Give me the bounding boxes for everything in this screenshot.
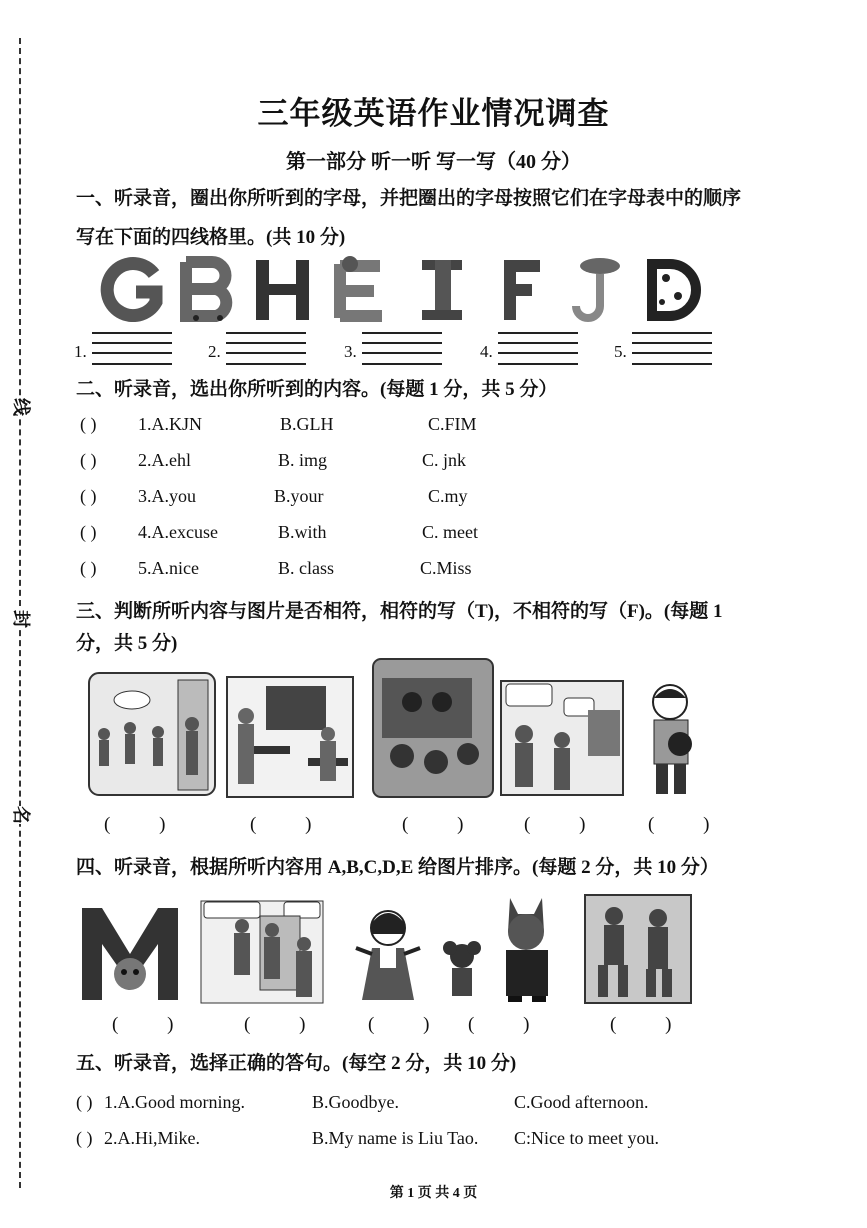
answer-bracket-3-3[interactable]: ( ) (402, 814, 486, 835)
option-b: B.with (278, 522, 327, 542)
section2-instruction: 二、听录音，选出你所听到的内容。(每题 1 分，共 5 分） (76, 379, 558, 400)
option-c: C. meet (422, 522, 478, 542)
picture-3-2 (226, 676, 354, 798)
section1-instruction-line2: 写在下面的四线格里。(共 10 分) (76, 227, 346, 248)
part1-heading: 第一部分 听一听 写一写（40 分） (286, 151, 581, 173)
answer-bracket-4-1[interactable]: ( ) (112, 1014, 196, 1035)
page-footer: 第 1 页 共 4 页 (389, 1186, 478, 1201)
answer-bracket-4-3[interactable]: ( ) (368, 1014, 452, 1035)
option-c: C.Miss (420, 558, 472, 578)
option-b: B.My name is Liu Tao. (312, 1128, 479, 1148)
writing-grid-number: 4. (480, 342, 493, 361)
letter-j-picture (562, 256, 632, 322)
picture-4-1 (74, 900, 186, 1004)
answer-paren[interactable]: ( ) (76, 1092, 93, 1112)
option-c: C:Nice to meet you. (514, 1128, 659, 1148)
section2-question-5 (80, 558, 800, 586)
answer-bracket-4-4[interactable]: ( ) (468, 1014, 552, 1035)
letter-g-picture (96, 256, 166, 322)
writing-grid-number: 2. (208, 342, 221, 361)
option-b: B. img (278, 450, 328, 470)
page-title: 三年级英语作业情况调查 (257, 96, 610, 131)
writing-grid-number: 5. (614, 342, 627, 361)
picture-3-1 (88, 672, 216, 796)
answer-paren[interactable]: ( ) (80, 522, 97, 542)
writing-grid-2[interactable] (208, 330, 308, 370)
writing-grid-1[interactable] (74, 330, 174, 370)
option-a: 2.A.Hi,Mike. (104, 1128, 200, 1148)
option-a: 1.A.Good morning. (104, 1092, 245, 1112)
section5-question-1 (76, 1092, 796, 1120)
section1-instruction-line1: 一、听录音，圈出你所听到的字母，并把圈出的字母按照它们在字母表中的顺序 (76, 188, 742, 209)
section2-question-4 (80, 522, 800, 550)
writing-grid-number: 1. (74, 342, 87, 361)
option-a: 3.A.you (138, 486, 196, 506)
letter-i-picture (408, 256, 478, 322)
option-c: C.Good afternoon. (514, 1092, 649, 1112)
letter-f-picture (488, 256, 558, 322)
margin-char-feng: 封 (7, 610, 37, 628)
section2-question-1 (80, 414, 800, 442)
answer-paren[interactable]: ( ) (80, 486, 97, 506)
answer-bracket-4-2[interactable]: ( ) (244, 1014, 328, 1035)
letter-e-picture (328, 256, 398, 322)
letter-d-picture (638, 256, 708, 322)
section2-question-3 (80, 486, 800, 514)
option-a: 4.A.excuse (138, 522, 218, 542)
option-a: 1.A.KJN (138, 414, 203, 434)
option-b: B.GLH (280, 414, 334, 434)
option-c: C.FIM (428, 414, 477, 434)
answer-paren[interactable]: ( ) (76, 1128, 93, 1148)
picture-4-5 (584, 894, 692, 1004)
section3-instruction-line2: 分，共 5 分) (76, 633, 178, 654)
picture-4-4 (440, 892, 556, 1004)
margin-char-xian: 线 (7, 398, 37, 416)
answer-bracket-3-2[interactable]: ( ) (250, 814, 334, 835)
section3-instruction-line1: 三、判断所听内容与图片是否相符，相符的写（T)，不相符的写（F)。(每题 1 (76, 601, 723, 622)
picture-4-2 (200, 900, 324, 1004)
answer-bracket-3-5[interactable]: ( ) (648, 814, 732, 835)
section5-instruction: 五、听录音，选择正确的答句。(每空 2 分，共 10 分) (76, 1053, 517, 1074)
answer-paren[interactable]: ( ) (80, 450, 97, 470)
option-b: B.your (274, 486, 324, 506)
answer-bracket-4-5[interactable]: ( ) (610, 1014, 694, 1035)
section2-question-2 (80, 450, 800, 478)
writing-grid-3[interactable] (344, 330, 444, 370)
option-a: 5.A.nice (138, 558, 199, 578)
picture-4-3 (352, 904, 424, 1004)
letter-b-picture (172, 256, 242, 322)
picture-3-3 (372, 658, 494, 798)
writing-grid-5[interactable] (614, 330, 714, 370)
option-c: C. jnk (422, 450, 467, 470)
answer-bracket-3-4[interactable]: ( ) (524, 814, 608, 835)
letter-h-picture (248, 256, 318, 322)
decorated-letters-row (96, 256, 716, 322)
option-a: 2.A.ehl (138, 450, 191, 470)
margin-char-ming: 名 (7, 806, 37, 824)
section5-question-2 (76, 1128, 796, 1156)
option-c: C.my (428, 486, 468, 506)
option-b: B. class (278, 558, 334, 578)
picture-3-5 (640, 680, 704, 798)
section4-instruction: 四、听录音，根据所听内容用 A,B,C,D,E 给图片排序。(每题 2 分，共 10 分） (76, 857, 719, 878)
answer-bracket-3-1[interactable]: ( ) (104, 814, 188, 835)
answer-paren[interactable]: ( ) (80, 558, 97, 578)
option-b: B.Goodbye. (312, 1092, 399, 1112)
answer-paren[interactable]: ( ) (80, 414, 97, 434)
writing-grid-4[interactable] (480, 330, 580, 370)
picture-3-4 (500, 680, 624, 796)
writing-grid-number: 3. (344, 342, 357, 361)
